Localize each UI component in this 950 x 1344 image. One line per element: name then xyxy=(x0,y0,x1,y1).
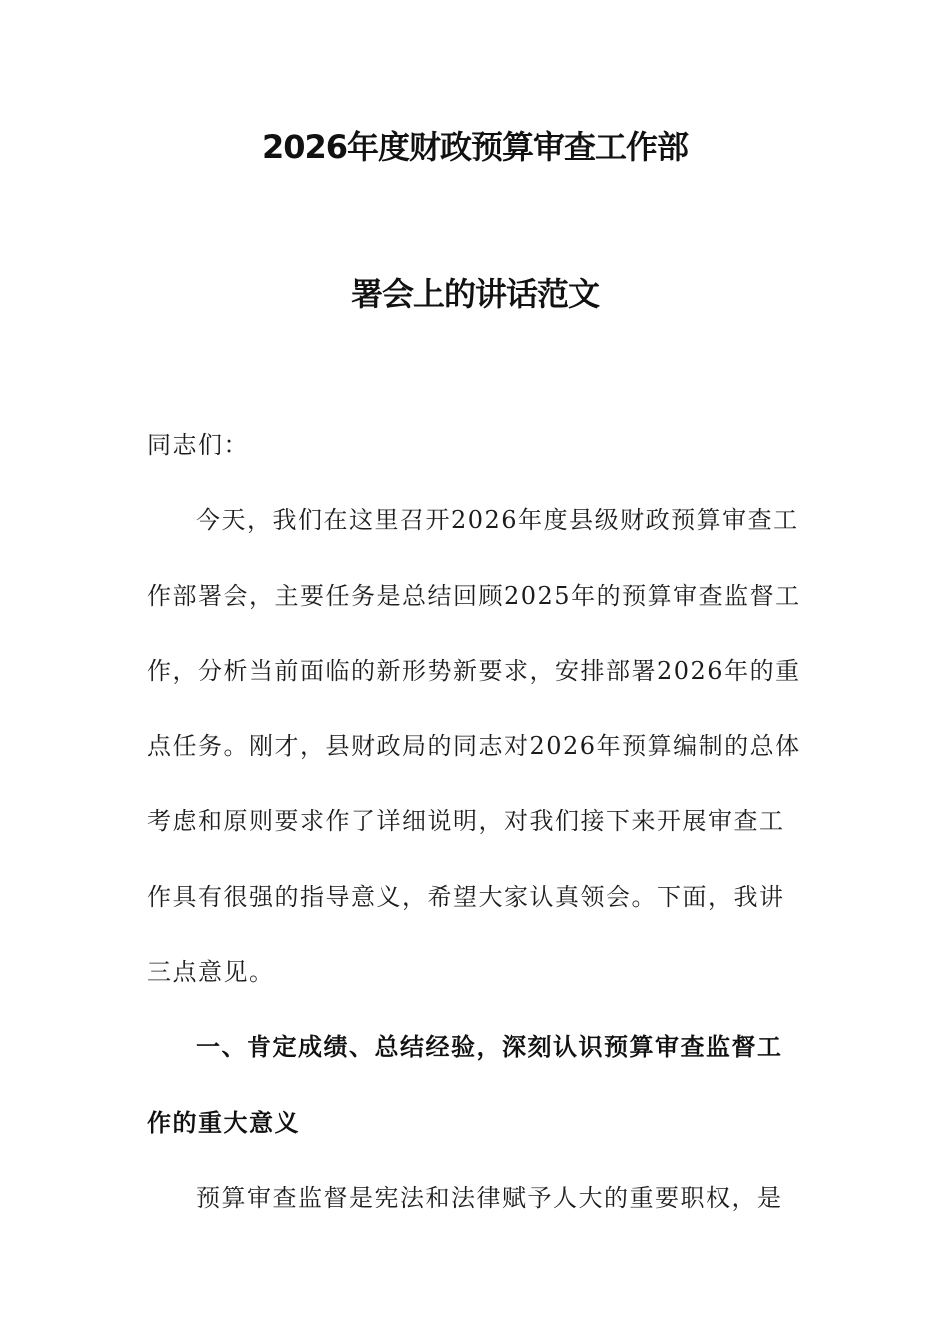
document-title-line-1: 2026年度财政预算审查工作部 xyxy=(261,128,689,166)
paragraph-1-line-4: 点任务。刚才，县财政局的同志对2026年预算编制的总体 xyxy=(147,732,801,760)
paragraph-1-line-6: 作具有很强的指导意义，希望大家认真领会。下面，我讲 xyxy=(147,883,785,911)
section-heading-1-line-1: 一、肯定成绩、总结经验，深刻认识预算审查监督工 xyxy=(196,1032,783,1061)
document-title-line-2: 署会上的讲话范文 xyxy=(350,275,599,313)
paragraph-1-line-5: 考虑和原则要求作了详细说明，对我们接下来开展审查工 xyxy=(147,807,785,835)
paragraph-2-line-1: 预算审查监督是宪法和法律赋予人大的重要职权，是 xyxy=(196,1184,783,1212)
paragraph-1-line-3: 作，分析当前面临的新形势新要求，安排部署2026年的重 xyxy=(147,657,801,685)
paragraph-1-line-1: 今天，我们在这里召开2026年度县级财政预算审查工 xyxy=(196,506,799,534)
paragraph-1-line-2: 作部署会，主要任务是总结回顾2025年的预算审查监督工 xyxy=(147,582,801,610)
section-heading-1-line-2: 作的重大意义 xyxy=(147,1108,300,1137)
paragraph-1-line-7: 三点意见。 xyxy=(147,958,275,986)
salutation: 同志们： xyxy=(147,431,249,459)
